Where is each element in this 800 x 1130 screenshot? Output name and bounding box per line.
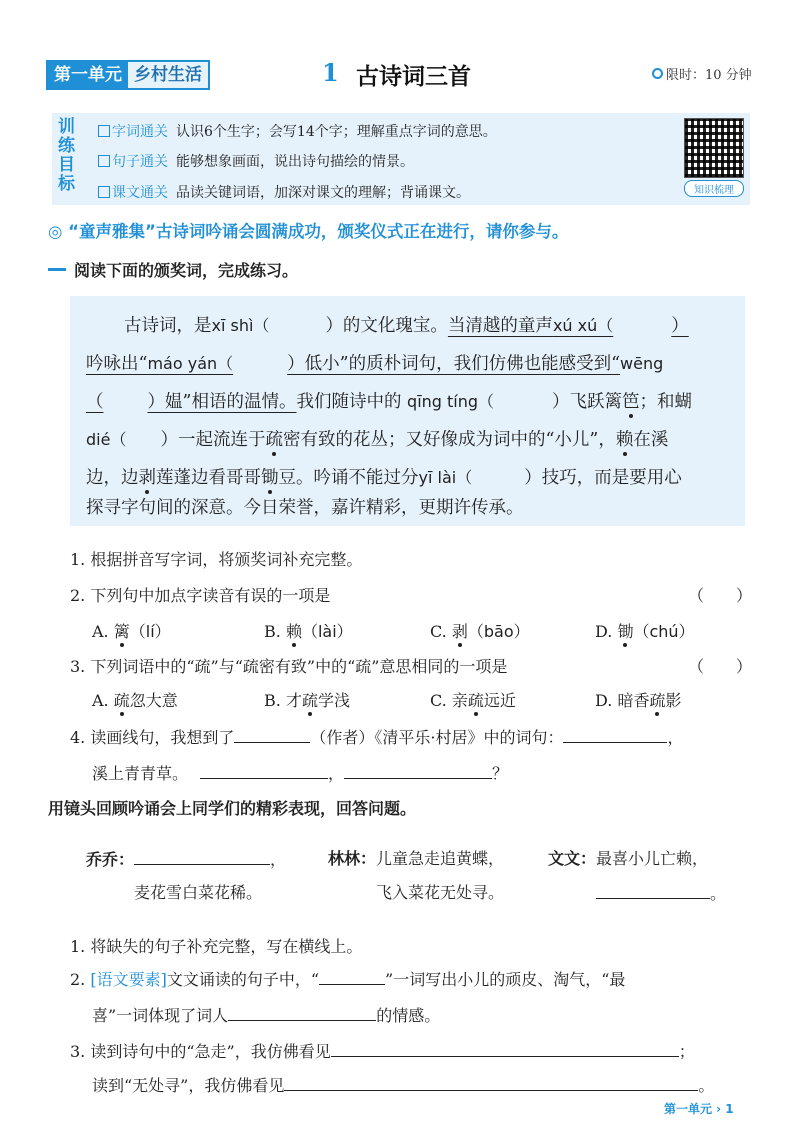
recital-qiaoqiao-line2: 麦花雪白菜花稀。: [134, 883, 263, 902]
passage-line: 吟咏出“máo yán（ ）低小”的质朴词句，我们仿佛也能感受到“wēng: [86, 354, 664, 374]
lesson-number: 1: [322, 58, 339, 87]
question-4-line2: 溪上青青草。 ， ？: [92, 760, 508, 784]
question-3-line2: 读到“无处寻”，我仿佛看见 。: [92, 1072, 714, 1096]
theme-label: 乡村生活: [128, 62, 208, 88]
recital-wenwen-line2: 。: [596, 880, 726, 904]
answer-blank[interactable]: [200, 760, 328, 779]
goal-item: 课文通关 品读关键词语，加深对课文的理解；背诵课文。: [98, 182, 470, 202]
time-limit: [652, 64, 752, 83]
page-footer: 第一单元 › 1: [664, 1102, 734, 1116]
question-3: 3. 下列词语中的“疏”与“疏密有致”中的“疏”意思相同的一项是: [70, 657, 508, 676]
question-3: 3. 读到诗句中的“急走”，我仿佛看见 ；: [70, 1038, 695, 1062]
checkbox-icon: [98, 186, 110, 198]
passage-line: （ ）媪”相语的温情。我们随诗中的 qīng tíng（ ）飞跃篱笆；和蝴: [86, 392, 693, 412]
recital-qiaoqiao: 乔乔： ，: [86, 846, 286, 870]
answer-blank[interactable]: [228, 1002, 376, 1021]
option-a[interactable]: A. 篱（lí）: [92, 622, 171, 641]
answer-blank[interactable]: [344, 760, 492, 779]
unit-tag: [46, 60, 210, 90]
answer-blank[interactable]: [284, 1072, 698, 1091]
answer-blank[interactable]: [331, 1038, 679, 1057]
question-2-line2: 喜”一词体现了词人 的情感。: [92, 1002, 440, 1026]
answer-blank[interactable]: [134, 846, 270, 865]
answer-paren[interactable]: （ ）: [688, 657, 753, 676]
goal-item: 字词通关 认识6个生字；会写14个字；理解重点字词的意思。: [98, 121, 497, 141]
passage-line: 古诗词，是xī shì（ ）的文化瑰宝。当清越的童声xú xú（ ）: [124, 316, 689, 336]
option-b[interactable]: B. 赖（lài）: [264, 622, 353, 641]
qr-code[interactable]: [684, 118, 744, 178]
option-d[interactable]: D. 锄（chú）: [595, 622, 695, 641]
section-heading: 用镜头回顾吟诵会上同学们的精彩表现，回答问题。: [48, 799, 417, 818]
passage-line: 探寻字句间的深意。今日荣誉，嘉许精彩，更期许传承。: [86, 498, 524, 518]
answer-blank[interactable]: [563, 724, 667, 743]
qr-label: 知识梳理: [684, 180, 744, 197]
option-c[interactable]: C. 亲疏远近: [430, 691, 516, 710]
section-heading: 阅读下面的颁奖词，完成练习。: [48, 258, 298, 281]
option-c[interactable]: C. 剥（bāo）: [430, 622, 530, 641]
time-limit-text: 限时：10 分钟: [666, 68, 752, 83]
question-2: 2. 下列句中加点字读音有误的一项是: [70, 586, 331, 605]
checkbox-icon: [98, 125, 110, 137]
section-marker: [48, 268, 66, 271]
recital-linlin: 林林：儿童急走追黄蝶，: [328, 849, 505, 868]
goal-item: 句子通关 能够想象画面，说出诗句描绘的情景。: [98, 151, 414, 171]
lesson-title: 古诗词三首: [356, 64, 471, 90]
answer-blank[interactable]: [234, 724, 310, 743]
goals-side-label: 训 练 目 标: [58, 117, 75, 194]
answer-blank[interactable]: [319, 966, 385, 985]
question-1: 1. 根据拼音写字词，将颁奖词补充完整。: [70, 550, 363, 569]
answer-blank[interactable]: [596, 880, 710, 899]
option-a[interactable]: A. 疏忽大意: [92, 691, 178, 710]
option-d[interactable]: D. 暗香疏影: [595, 691, 682, 710]
scene-intro: ◎ “童声雅集”古诗词吟诵会圆满成功，颁奖仪式正在进行，请你参与。: [48, 222, 569, 241]
question-1: 1. 将缺失的句子补充完整，写在横线上。: [70, 937, 363, 956]
unit-label: 第一单元: [48, 62, 128, 88]
question-2: 2. [语文要素]文文诵读的句子中，“ ”一词写出小儿的顽皮、淘气，“最: [70, 966, 625, 990]
checkbox-icon: [98, 155, 110, 167]
answer-paren[interactable]: （ ）: [688, 586, 753, 605]
option-b[interactable]: B. 才疏学浅: [264, 691, 350, 710]
passage-line: dié（ ）一起流连于疏密有致的花丛；又好像成为词中的“小儿”，赖在溪: [86, 430, 669, 450]
clock-icon: [652, 68, 663, 79]
question-4: 4. 读画线句，我想到了 （作者）《清平乐·村居》中的词句： ，: [70, 724, 683, 748]
recital-wenwen: 文文：最喜小儿亡赖，: [548, 849, 709, 868]
recital-linlin-line2: 飞入菜花无处寻。: [376, 883, 505, 902]
passage-line: 边，边剥莲蓬边看哥哥锄豆。吟诵不能过分yī lài（ ）技巧，而是要用心: [86, 468, 682, 488]
